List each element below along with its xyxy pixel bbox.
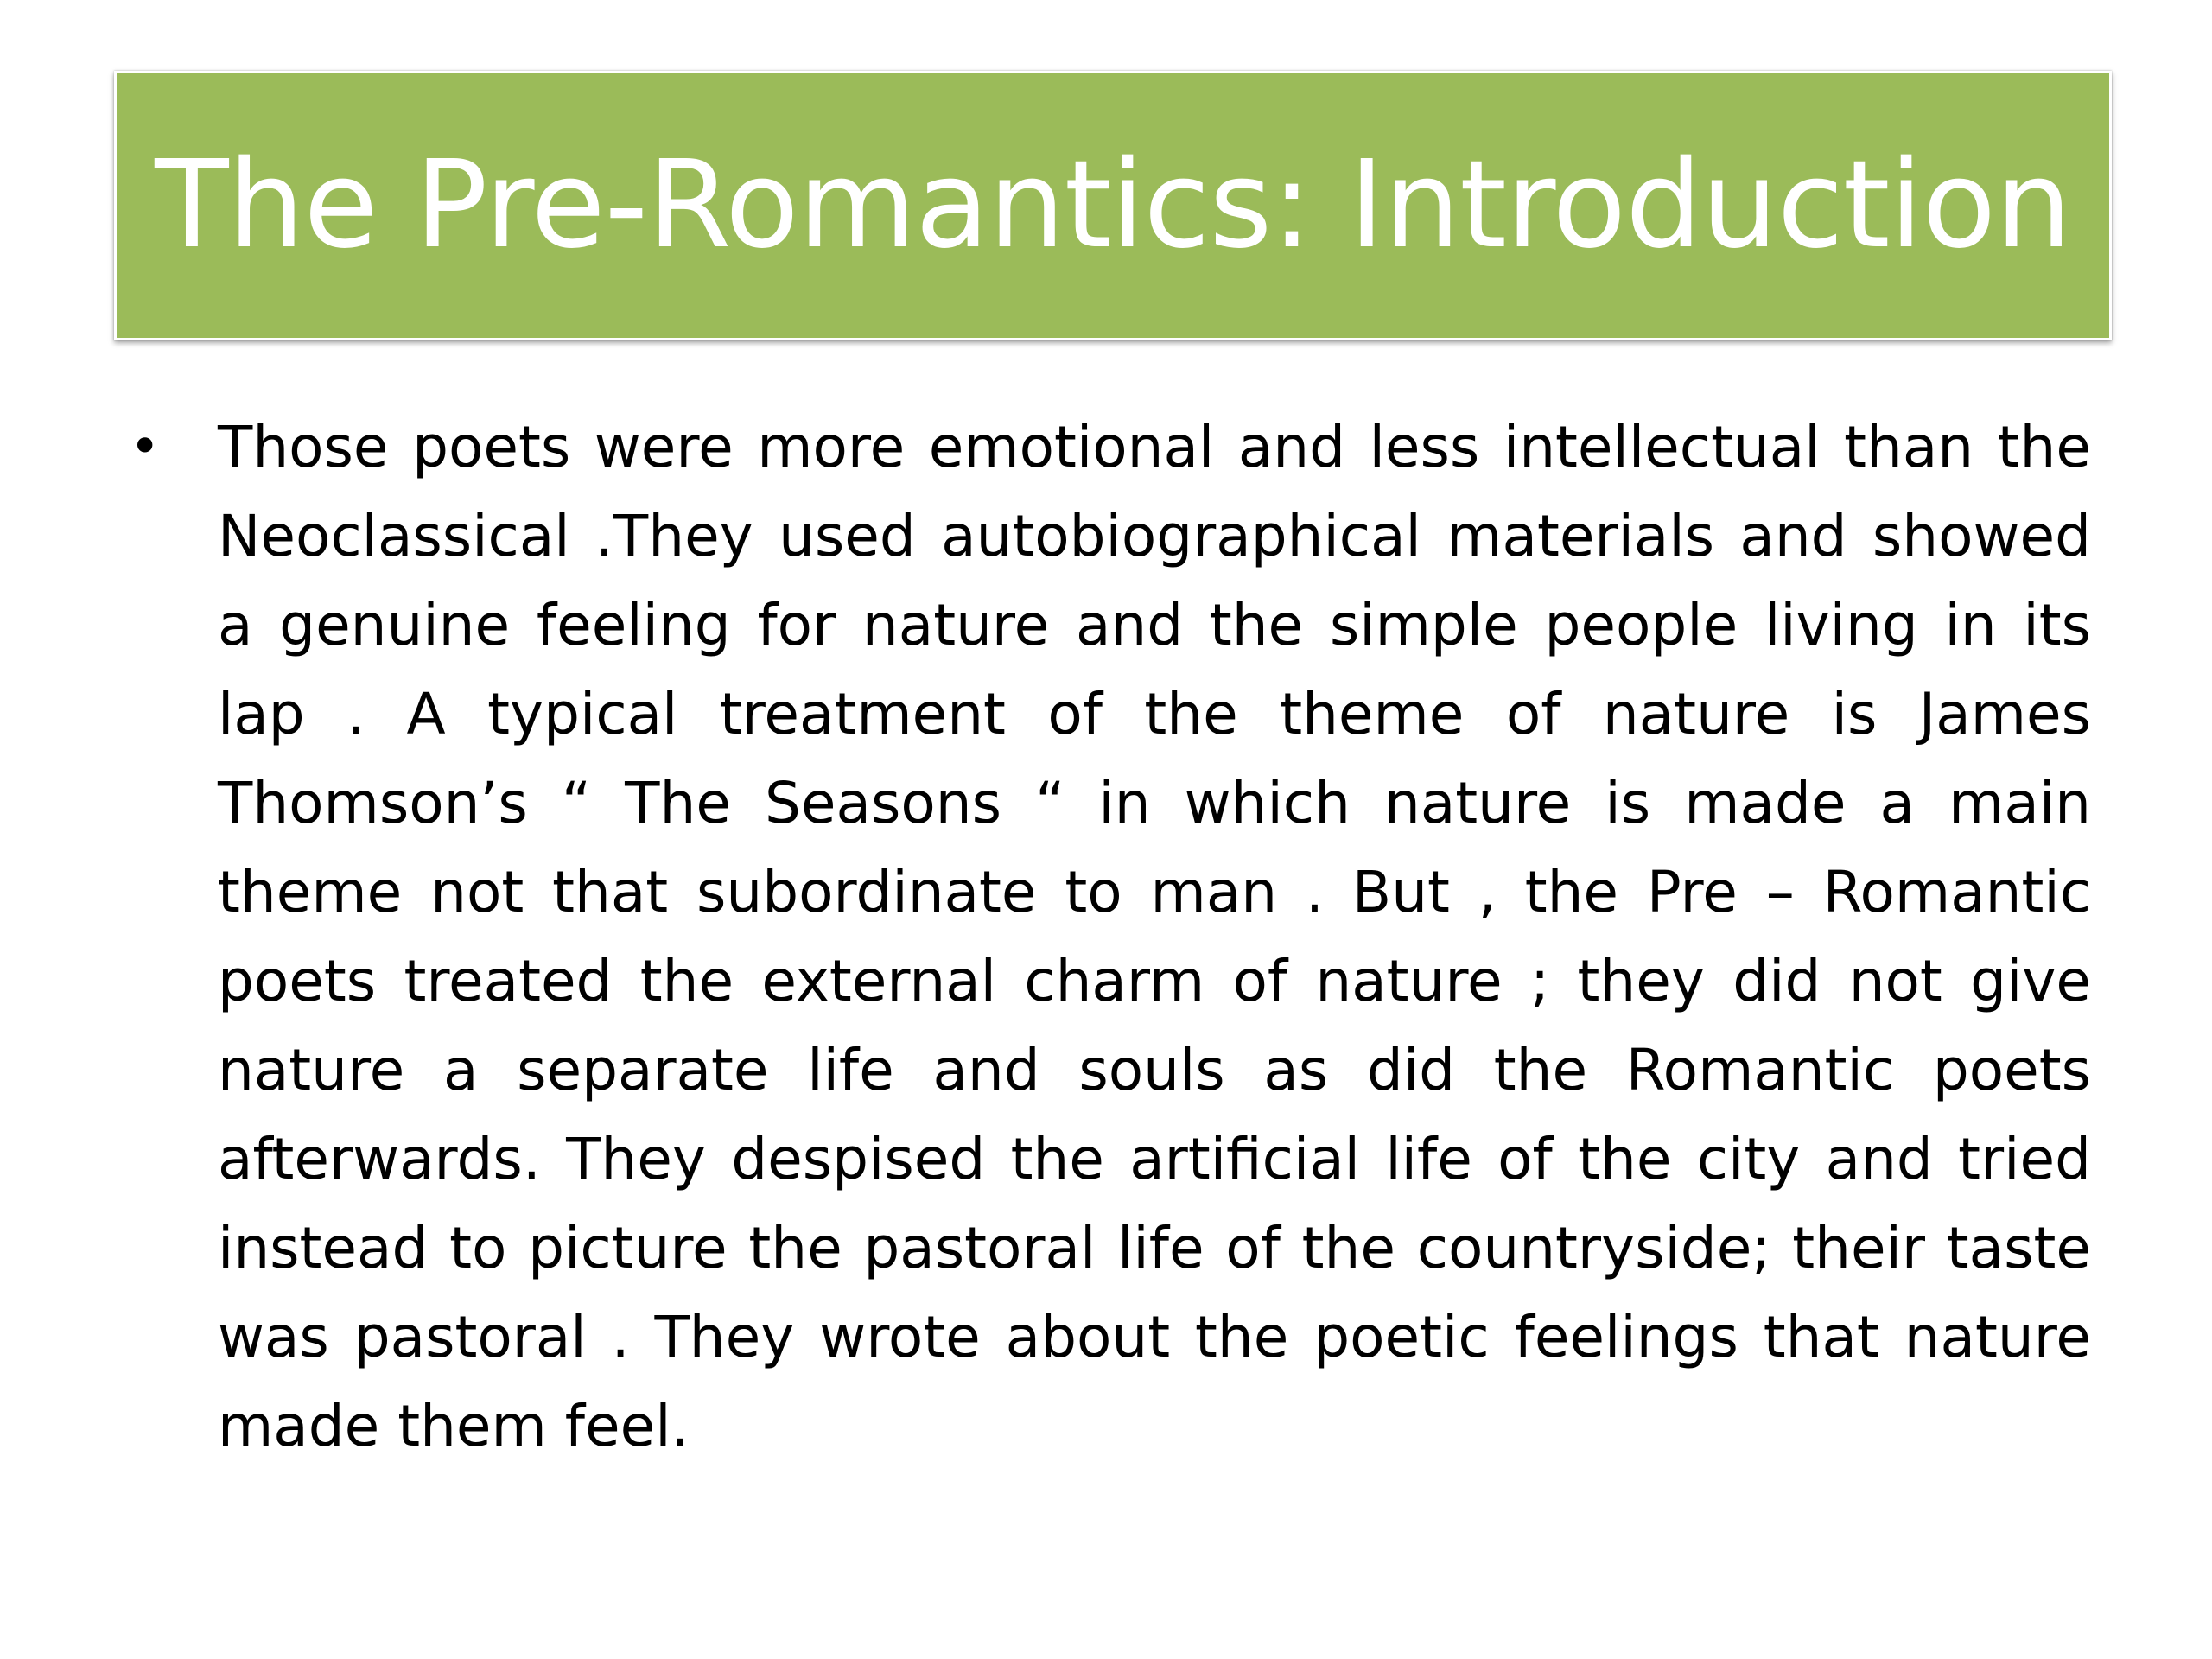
bullet-paragraph: Those poets were more emotional and less intellectual than the Neoclassical .They used autobiographical materials and showed a genuine feeling for nature and the simple people living in its lap . A typical treatment of the theme of nature is James Thomson’s “ The Seasons “ in which nature is made a main theme not that subordinate to man . But , the Pre – Romantic poets treated the external charm of nature ; they did not give nature a separate life and souls as did the Romantic poets afterwards. They despised the artificial life of the city and tried instead to picture the pastoral life of the countryside; their taste was pastoral . They wrote about the poetic feelings that nature made them feel. [218,414,2091,1459]
bullet-item [130,403,2091,1471]
slide-body [130,403,2091,1471]
slide-title-banner [114,71,2112,340]
bullet-marker: • [130,416,161,477]
slide-title: The Pre-Romantics: Introduction [155,135,2071,276]
